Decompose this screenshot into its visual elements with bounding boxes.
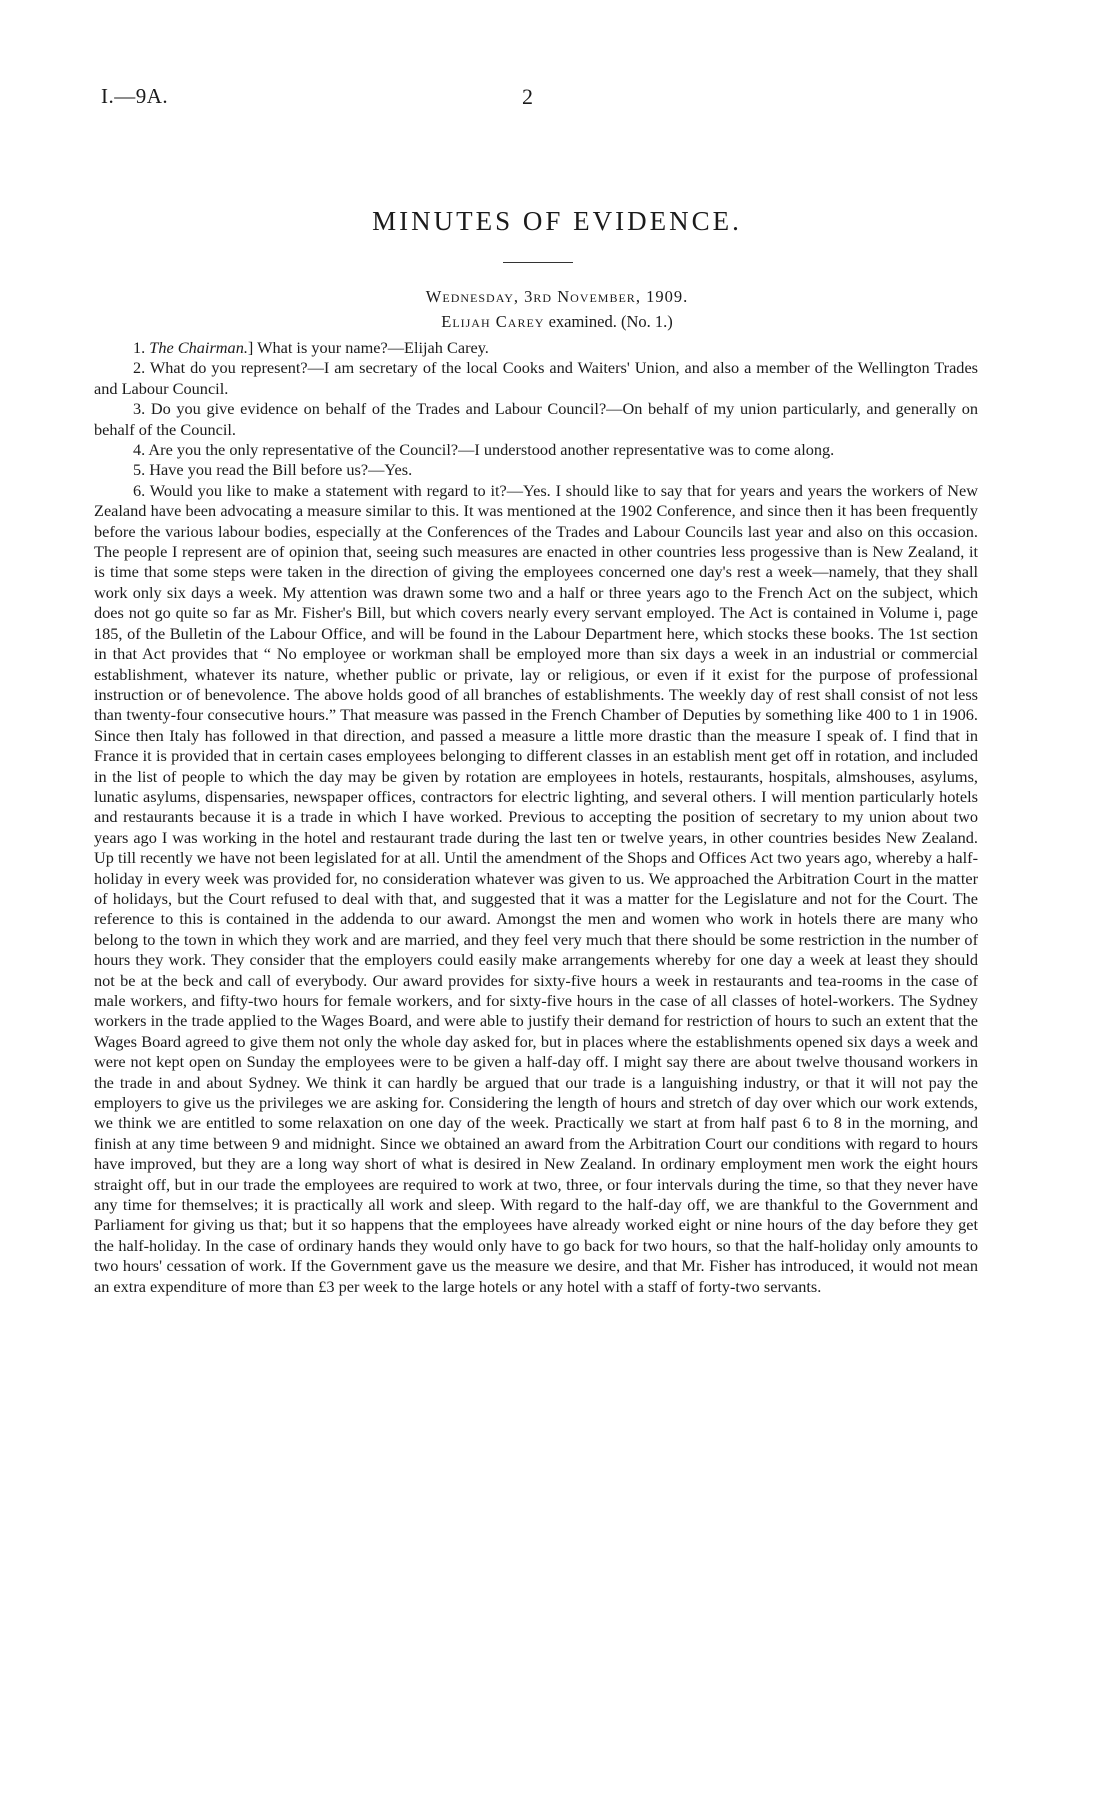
hearing-date: Wednesday, 3rd November, 1909. <box>425 287 689 306</box>
document-reference: I.—9A. <box>101 84 169 108</box>
witness-line <box>0 312 1114 332</box>
question-paragraph <box>94 358 978 399</box>
question-text: Do you give evidence on behalf of the Trades and Labour Council?—On behalf of my union particularly, and generally on behalf of the Council. <box>94 399 978 439</box>
question-text: What do you represent?—I am secretary of the local Cooks and Waiters' Union, and also a member of the Wellington Trades and Labour Council. <box>94 358 979 398</box>
question-paragraph <box>94 399 978 440</box>
question-text: Are you the only representative of the Council?—I understood another representative was to come along. <box>148 440 835 460</box>
question-number: 2. <box>133 358 146 378</box>
question-paragraph <box>94 338 978 358</box>
question-text: ] What is your name?—Elijah Carey. <box>247 338 489 357</box>
question-number: 3. <box>133 399 146 419</box>
question-number: 4. <box>133 440 146 460</box>
title-divider <box>503 262 573 263</box>
page-number: 2 <box>522 84 533 109</box>
witness-suffix: examined. (No. 1.) <box>544 312 673 331</box>
question-number: 6. <box>133 480 146 500</box>
witness-name: Elijah Carey <box>441 312 545 331</box>
question-paragraph <box>94 481 978 1297</box>
question-paragraph <box>94 440 978 460</box>
question-number: 1. <box>133 338 146 357</box>
question-text: Have you read the Bill before us?—Yes. <box>149 460 413 480</box>
question-text: Would you like to make a statement with regard to it?—Yes. I should like to say that for years and years the workers of New Zealand have been advocating a measure similar to this. It was mentioned at the 1902 Conference, and since then it has been frequently before the various labour bodies, especially at the Conferences of the Trades and Labour Councils last year and also on this occasion. The people I represent are of opinion that, seeing such measures are enacted in other countries less progessive than is New Zealand, it is time that some steps were taken in the direction of giving the employees concerned one day's rest a week—namely, that they shall work only six days a week. My attention was drawn some two and a half or three years ago to the French Act on the subject, which does not go quite so far as Mr. Fisher's Bill, but which covers nearly every servant employed. The Act is contained in Volume i, page 185, of the Bulletin of the Labour Office, and will be found in the Labour Department here, which stocks these books. The 1st section in that Act provides that “ No employee or workman shall be employed more than six days a week in an industrial or commercial establishment, whatever its nature, whether public or private, lay or religious, or even if it exist for the purpose of professional instruction or of benevolence. The above holds good of all branches of establishments. The weekly day of rest shall consist of not less than twenty-four consecutive hours.” That measure was passed in the French Chamber of Deputies by something like 400 to 1 in 1906. Since then Italy has followed in that direction, and passed a measure a little more drastic than the measure I speak of. I find that in France it is provided that in certain cases employees belonging to different classes in an establish ment get off in rotation, and included in the list of people to which the day may be given by rotation are employees in hotels, restaurants, hospitals, almshouses, asylums, lunatic asylums, dispensaries, newspaper offices, contractors for electric lighting, and several others. I will mention particularly hotels and restaurants because it is a trade in which I have worked. Previous to accepting the position of secretary to my union about two years ago I was working in the hotel and restaurant trade during the last ten or twelve years, in other countries besides New Zealand. Up till recently we have not been legislated for at all. Until the amendment of the Shops and Offices Act two years ago, whereby a half-holiday in every week was provided for, no consideration whatever was given to us. We approached the Arbitration Court in the matter of holidays, but the Court refused to deal with that, and suggested that it was a matter for the Legislature and not for the Court. The reference to this is contained in the addenda to our award. Amongst the men and women who work in hotels there are many who belong to the town in which they work and are married, and they feel very much that there should be some restriction in the number of hours they work. They consider that the employers could easily make arrangements whereby for one day a week at least they should not be at the beck and call of everybody. Our award provides for sixty-five hours a week in restaurants and tea-rooms in the case of male workers, and fifty-two hours for female workers, and for sixty-five hours in the case of all classes of hotel-workers. The Sydney workers in the trade applied to the Wages Board, and were able to justify their demand for restriction of hours to such an extent that the Wages Board agreed to give them not only the whole day asked for, but in places where the establishments opened six days a week and were not kept open on Sunday the employees were to be given a half-day off. I might say there are about twelve thousand workers in the trade in and about Sydney. We think it can hardly be argued that our trade is a languishing industry, or that it will not pay the employers to give us the privileges we are asking for. Considering the length of hours and stretch of day over which our work extends, we think we are entitled to some relaxation on one day of the week. Practically we start at from half past 6 to 8 in the morning, and finish at any time between 9 and midnight. Since we obtained an award from the Arbitration Court our conditions with regard to hours have improved, but they are a long way short of what is desired in New Zealand. In ordinary employment men work the eight hours straight off, but in our trade the employees are required to work at two, three, or four intervals during the time, so that they never have any time for themselves; it is practically all work and sleep. With regard to the half-day off, we are thankful to the Government and Parliament for giving us that; but it so happens that the employees have already worked eight or nine hours of the day before they get the half-holiday. In the case of ordinary hands they would only have to go back for two hours, so that the half-holiday only amounts to two hours' cessation of work. If the Government gave us the measure we desire, and that Mr. Fisher has introduced, it would not mean an extra expenditure of more than £3 per week to the large hotels or any hotel with a staff of forty-two servants. <box>94 480 978 1296</box>
evidence-body <box>94 338 978 1297</box>
page-title: MINUTES OF EVIDENCE. <box>372 206 742 236</box>
question-paragraph <box>94 460 978 480</box>
question-number: 5. <box>133 460 146 480</box>
speaker-name: The Chairman. <box>149 338 248 357</box>
